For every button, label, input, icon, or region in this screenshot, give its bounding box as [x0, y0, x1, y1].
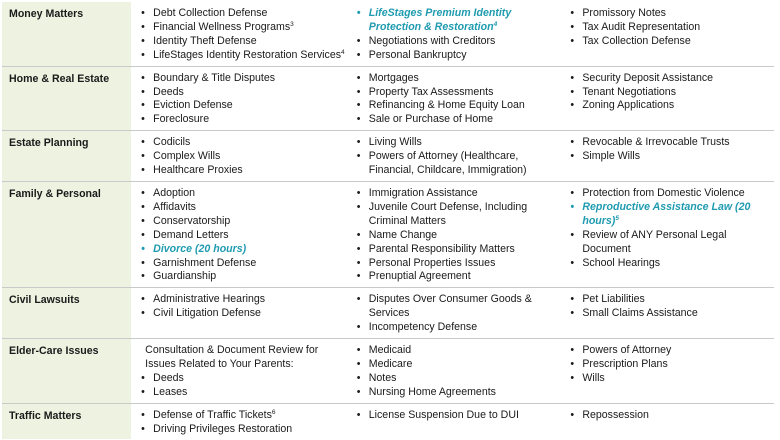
service-item-text: Parental Responsibility Matters	[368, 242, 515, 255]
service-column-1	[131, 403, 345, 439]
service-item-text: Deeds	[153, 371, 184, 384]
service-item	[558, 150, 774, 164]
service-item-text: Name Change	[368, 228, 438, 241]
service-column-1	[131, 131, 345, 182]
service-list	[131, 409, 345, 437]
service-list	[558, 293, 774, 321]
service-item	[131, 409, 345, 423]
service-item-text: Nursing Home Agreements	[368, 385, 496, 398]
service-item	[345, 386, 559, 400]
service-item	[131, 307, 345, 321]
service-list	[558, 136, 774, 164]
highlighted-service-item	[558, 201, 774, 229]
category-label: Money Matters	[2, 2, 131, 66]
footnote-marker: 6	[271, 408, 276, 416]
service-item	[558, 372, 774, 386]
service-item-text: Healthcare Proxies	[153, 164, 243, 177]
service-item	[345, 270, 559, 284]
service-item-text: Administrative Hearings	[153, 293, 266, 306]
service-item	[558, 307, 774, 321]
service-item	[558, 72, 774, 86]
category-label: Elder-Care Issues	[2, 339, 131, 404]
service-item-text: Incompetency Defense	[368, 321, 478, 334]
service-item	[345, 113, 559, 127]
service-item	[345, 372, 559, 386]
service-item-text: Consultation & Document Review for Issues Related to Your Parents:	[145, 344, 319, 370]
service-item-text: Demand Letters	[153, 228, 229, 241]
service-column-1	[131, 288, 345, 339]
service-item-text: Juvenile Court Defense, Including Criminal Matters	[368, 200, 528, 227]
service-item	[558, 358, 774, 372]
service-item-text: Sale or Purchase of Home	[368, 113, 494, 126]
service-item-text: Powers of Attorney	[582, 344, 672, 357]
service-item	[131, 229, 345, 243]
service-column-3	[558, 181, 774, 287]
service-item	[131, 150, 345, 164]
service-item-text: Medicaid	[368, 344, 412, 357]
service-item-text: Property Tax Assessments	[368, 85, 494, 98]
service-item-text: Codicils	[153, 136, 191, 149]
service-column-1	[131, 339, 345, 404]
service-column-3	[558, 403, 774, 439]
service-item	[558, 257, 774, 271]
category-label: Home & Real Estate	[2, 66, 131, 131]
footnote-marker: 4	[341, 48, 345, 56]
service-item-text: Notes	[368, 371, 397, 384]
service-item	[345, 99, 559, 113]
service-item	[558, 344, 774, 358]
service-item	[558, 21, 774, 35]
service-item	[131, 7, 345, 21]
service-item-text: Garnishment Defense	[153, 256, 257, 269]
service-column-2	[345, 2, 559, 66]
footnote-marker: 3	[290, 20, 294, 28]
service-item-text: Security Deposit Assistance	[582, 71, 714, 84]
service-item	[131, 215, 345, 229]
service-item	[131, 49, 345, 63]
service-item	[345, 72, 559, 86]
service-item	[131, 21, 345, 35]
service-column-2	[345, 339, 559, 404]
service-intro-text	[131, 344, 345, 372]
service-item-text: Medicare	[368, 357, 413, 370]
service-item	[558, 187, 774, 201]
service-column-2	[345, 66, 559, 131]
service-item	[345, 49, 559, 63]
service-item	[131, 423, 345, 437]
service-item-text: Personal Properties Issues	[368, 256, 496, 269]
service-list	[558, 72, 774, 114]
service-list	[345, 409, 559, 423]
service-item	[558, 86, 774, 100]
service-item	[131, 187, 345, 201]
category-row	[2, 339, 774, 404]
service-list	[558, 187, 774, 270]
service-item	[131, 113, 345, 127]
service-item	[131, 257, 345, 271]
service-column-1	[131, 66, 345, 131]
service-item-text: Guardianship	[153, 270, 217, 283]
service-item	[558, 136, 774, 150]
service-item	[345, 229, 559, 243]
service-item-text: Defense of Traffic Tickets	[153, 408, 272, 421]
service-list	[558, 344, 774, 386]
service-item-text: Negotiations with Creditors	[368, 34, 496, 47]
service-list	[345, 187, 559, 284]
category-row	[2, 2, 774, 66]
service-column-3	[558, 288, 774, 339]
category-row	[2, 288, 774, 339]
service-item-text: Conservatorship	[153, 214, 231, 227]
service-list	[345, 7, 559, 63]
service-column-3	[558, 339, 774, 404]
service-column-2	[345, 288, 559, 339]
service-column-1	[131, 181, 345, 287]
service-item-text: Leases	[153, 385, 188, 398]
service-item	[131, 372, 345, 386]
service-item	[131, 35, 345, 49]
service-item	[131, 72, 345, 86]
service-column-3	[558, 66, 774, 131]
service-list	[345, 72, 559, 128]
service-item-text: Simple Wills	[582, 150, 641, 163]
service-item-text: Prenuptial Agreement	[368, 270, 471, 283]
service-item-text: Small Claims Assistance	[582, 307, 698, 320]
service-item-text: Immigration Assistance	[368, 186, 478, 199]
service-item-text: Affidavits	[153, 200, 196, 213]
service-item	[345, 86, 559, 100]
service-item	[345, 321, 559, 335]
service-list	[131, 293, 345, 321]
service-list	[131, 136, 345, 178]
service-column-2	[345, 181, 559, 287]
service-item-text: Tenant Negotiations	[582, 85, 677, 98]
service-item-text: Boundary & Title Disputes	[153, 71, 276, 84]
service-column-2	[345, 131, 559, 182]
category-label: Family & Personal	[2, 181, 131, 287]
service-item-text: Financial Wellness Programs	[153, 20, 291, 33]
service-item	[345, 257, 559, 271]
service-item	[131, 86, 345, 100]
service-item	[558, 293, 774, 307]
service-item	[345, 201, 559, 229]
category-label: Traffic Matters	[2, 403, 131, 439]
service-item-text: Reproductive Assistance Law (20 hours)	[582, 200, 751, 227]
service-item	[131, 270, 345, 284]
service-item-text: Disputes Over Consumer Goods & Services	[368, 293, 532, 320]
service-item-text: Refinancing & Home Equity Loan	[368, 99, 525, 112]
service-list	[345, 136, 559, 178]
service-item-text: Tax Collection Defense	[582, 34, 691, 47]
footnote-marker: 4	[493, 20, 498, 28]
service-item	[345, 150, 559, 178]
service-item	[131, 201, 345, 215]
service-item-text: Powers of Attorney (Healthcare, Financial, Childcare, Immigration)	[368, 150, 527, 177]
service-item	[345, 243, 559, 257]
coverage-table-body	[2, 2, 774, 439]
service-item-text: Personal Bankruptcy	[368, 48, 467, 61]
service-column-3	[558, 2, 774, 66]
category-row	[2, 131, 774, 182]
service-item-text: Wills	[582, 371, 605, 384]
service-item-text: Mortgages	[368, 71, 419, 84]
service-item	[345, 187, 559, 201]
highlighted-service-item	[131, 243, 345, 257]
service-item	[345, 293, 559, 321]
service-item	[131, 136, 345, 150]
service-item-text: Revocable & Irrevocable Trusts	[582, 136, 730, 149]
service-item-text: Debt Collection Defense	[153, 7, 268, 19]
category-label: Estate Planning	[2, 131, 131, 182]
service-item-text: Promissory Notes	[582, 7, 666, 19]
service-list	[131, 7, 345, 63]
service-item-text: School Hearings	[582, 256, 661, 269]
service-list	[131, 187, 345, 284]
service-item	[558, 35, 774, 49]
highlighted-service-item	[345, 7, 559, 35]
footnote-marker: 5	[615, 214, 619, 222]
service-item-text: Pet Liabilities	[582, 293, 645, 306]
service-item-text: Foreclosure	[153, 113, 210, 126]
service-item	[558, 99, 774, 113]
category-row	[2, 181, 774, 287]
service-item	[131, 386, 345, 400]
service-item	[345, 358, 559, 372]
category-row	[2, 66, 774, 131]
service-list	[345, 344, 559, 400]
service-item	[345, 409, 559, 423]
service-item-text: Eviction Defense	[153, 99, 233, 112]
service-item	[345, 344, 559, 358]
service-item-text: Tax Audit Representation	[582, 20, 701, 33]
service-item-text: Review of ANY Personal Legal Document	[582, 228, 727, 255]
service-column-3	[558, 131, 774, 182]
service-item-text: Protection from Domestic Violence	[582, 186, 745, 199]
service-item-text: Living Wills	[368, 136, 422, 149]
service-list	[131, 344, 345, 400]
service-item-text: LifeStages Identity Restoration Services	[153, 48, 342, 61]
service-item-text: LifeStages Premium Identity Protection & Restoration	[368, 7, 512, 33]
service-item	[131, 99, 345, 113]
coverage-table	[2, 2, 774, 439]
service-item-text: License Suspension Due to DUI	[368, 408, 519, 421]
service-item-text: Identity Theft Defense	[153, 34, 257, 47]
service-column-1	[131, 2, 345, 66]
service-item	[131, 164, 345, 178]
service-item	[558, 229, 774, 257]
service-item	[558, 7, 774, 21]
service-list	[131, 72, 345, 128]
service-item-text: Deeds	[153, 85, 184, 98]
service-item-text: Complex Wills	[153, 150, 221, 163]
service-item	[345, 35, 559, 49]
service-item	[131, 293, 345, 307]
service-list	[558, 7, 774, 49]
category-row	[2, 403, 774, 439]
service-item-text: Prescription Plans	[582, 357, 668, 370]
service-item-text: Zoning Applications	[582, 99, 675, 112]
service-item-text: Adoption	[153, 186, 195, 199]
service-item-text: Civil Litigation Defense	[153, 307, 261, 320]
category-label: Civil Lawsuits	[2, 288, 131, 339]
service-list	[558, 409, 774, 423]
service-item-text: Repossession	[582, 408, 649, 421]
service-item	[558, 409, 774, 423]
service-column-2	[345, 403, 559, 439]
service-item-text: Driving Privileges Restoration	[153, 422, 293, 435]
service-item	[345, 136, 559, 150]
service-list	[345, 293, 559, 335]
service-item-text: Divorce (20 hours)	[153, 242, 247, 255]
